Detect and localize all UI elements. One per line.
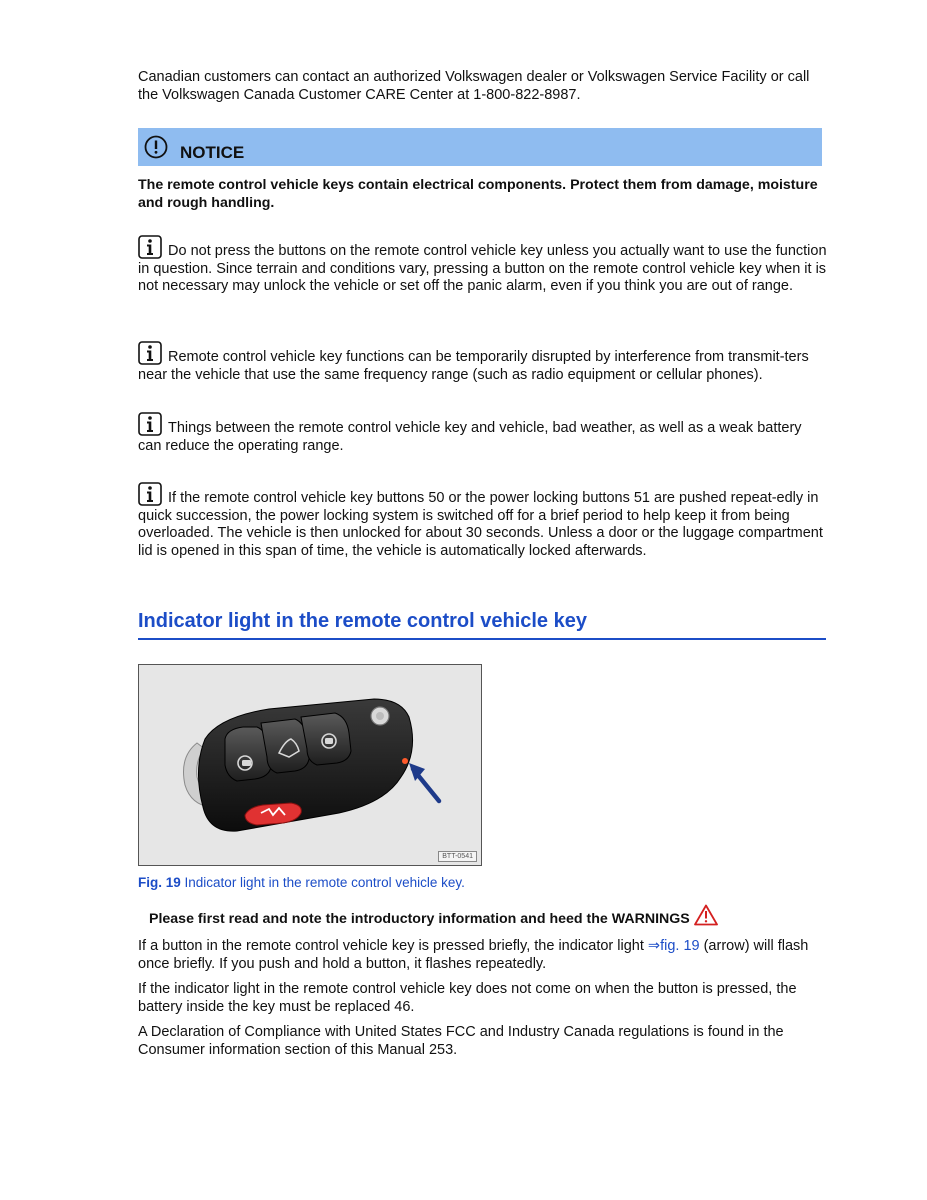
- figure-link[interactable]: ⇒fig. 19: [647, 938, 700, 954]
- paragraph-text: (arrow) will flash once briefly. If you push and hold a button, it flashes repeatedly.: [138, 938, 809, 972]
- info-icon: [138, 341, 162, 365]
- figure-code: BTT-0541: [438, 851, 477, 862]
- info-icon: [138, 482, 162, 506]
- info-note: [138, 412, 828, 455]
- paragraph-text: If a button in the remote control vehicle key is pressed briefly, the indicator light: [138, 938, 648, 954]
- notice-title: NOTICE: [180, 143, 245, 162]
- warnings-note: [149, 904, 718, 929]
- remote-key-illustration: [139, 665, 481, 865]
- info-note-text: Do not press the buttons on the remote control vehicle key unless you actually want to use the function in question. Since terrain and conditions vary, pressing a button on the remote control vehicle key when it is not necessary may unlock the vehicle or set off the panic alarm, even if you think you are out of range.: [138, 243, 827, 294]
- notice-body: The remote control vehicle keys contain electrical components. Protect them from damage, moisture and rough handling.: [138, 177, 818, 211]
- section-heading: Indicator light in the remote control vehicle key: [138, 608, 826, 640]
- intro-paragraph: Canadian customers can contact an authorized Volkswagen dealer or Volkswagen Service Facility or call the Volkswagen Canada Customer CARE Center at 1-800-822-8987.: [138, 69, 810, 103]
- battery-paragraph: If the indicator light in the remote control vehicle key does not come on when the button is pressed, the battery inside the key must be replaced 46.: [138, 981, 797, 1015]
- warnings-note-text: Please first read and note the introductory information and heed the WARNINGS: [149, 911, 690, 927]
- info-note-text: Remote control vehicle key functions can be temporarily disrupted by interference from transmit-ters near the vehicle that use the same frequency range (such as radio equipment or cellular phones).: [138, 349, 809, 383]
- info-icon: [138, 235, 162, 259]
- notice-banner: [138, 128, 822, 166]
- exclamation-circle-icon: [144, 135, 168, 159]
- figure-caption: [138, 874, 465, 892]
- info-note-text: Things between the remote control vehicle key and vehicle, bad weather, as well as a weak battery can reduce the operating range.: [138, 420, 802, 454]
- info-note-text: If the remote control vehicle key buttons 50 or the power locking buttons 51 are pushed repeat-edly in quick succession, the power locking system is switched off for a brief period to help keep it from being overloaded. The vehicle is then unlocked for about 30 seconds. Unless a door or the luggage compartment lid is opened in this span of time, the vehicle is automatically locked afterwards.: [138, 490, 823, 559]
- figure-remote-key: [138, 664, 482, 866]
- figure-caption-text: Indicator light in the remote control vehicle key.: [184, 875, 465, 890]
- indicator-paragraph: [138, 938, 828, 973]
- info-note: [138, 235, 828, 296]
- warning-triangle-icon: [694, 904, 718, 926]
- compliance-paragraph: A Declaration of Compliance with United States FCC and Industry Canada regulations is found in the Consumer information section of this Manual 253.: [138, 1024, 784, 1058]
- indicator-light: [402, 758, 408, 764]
- info-icon: [138, 412, 162, 436]
- info-note: [138, 482, 828, 560]
- figure-caption-label: Fig. 19: [138, 875, 181, 890]
- info-note: [138, 341, 828, 384]
